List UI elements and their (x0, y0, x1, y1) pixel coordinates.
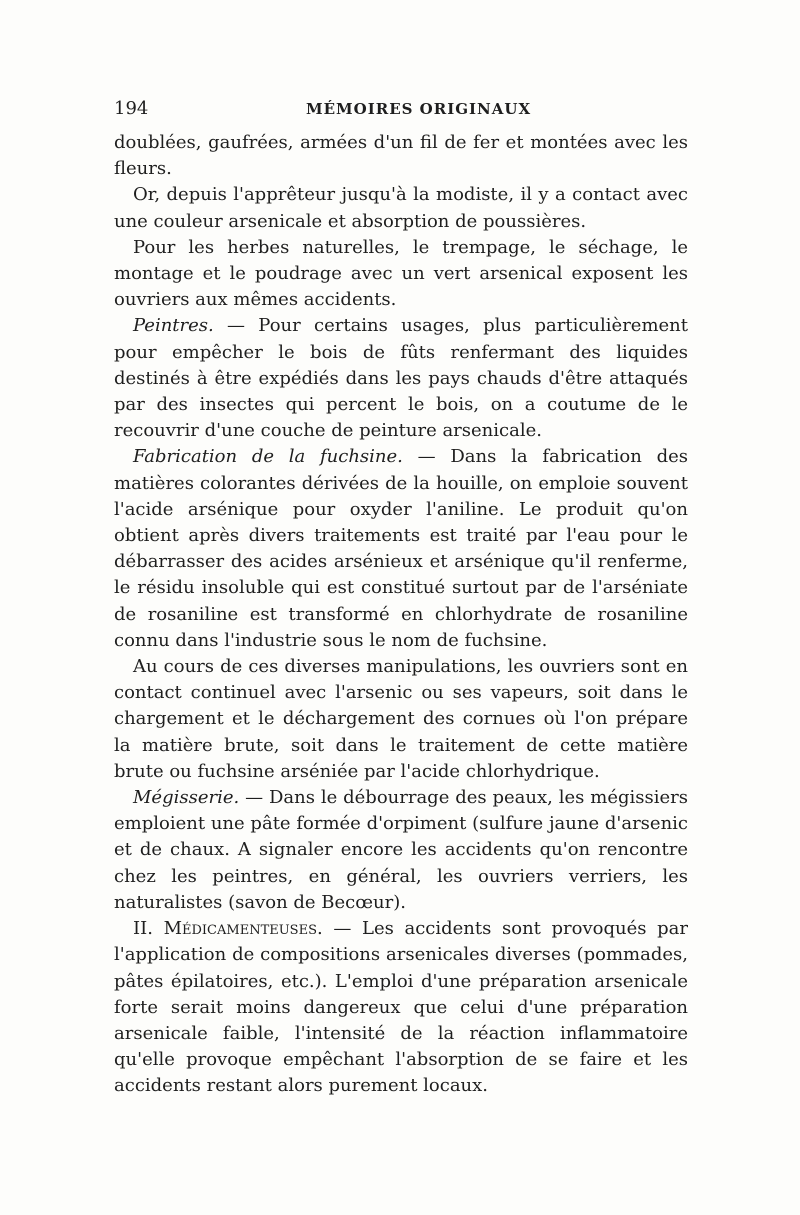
paragraph-continuation (114, 130, 688, 182)
paragraph-text: — Pour certains usages, plus particulièrement pour empêcher le bois de fûts renfermant des liquides destinés à être expédiés dans les pays chauds d'être attaqués par des insectes qui percent le bois, on a coutume de le recouvrir d'une couche de peinture arsenicale. (114, 315, 688, 442)
paragraph-text: — Les accidents sont provoqués par l'application de compositions arsenicales diverses (pommades, pâtes épilatoires, etc.). L'emploi d'une préparation arsenicale forte serait moins dangereux que celui d'une préparation arsenicale faible, l'intensité de la réaction inflammatoire qu'elle provoque empêchant l'absorption de se faire et les accidents restant alors purement locaux. (114, 918, 689, 1097)
body-text (114, 130, 688, 1100)
paragraph-natural-herbs (114, 235, 688, 314)
paragraph-peintres (114, 313, 688, 444)
paragraph-medicamenteuses (114, 916, 688, 1099)
paragraph-manipulations (114, 654, 688, 785)
paragraph-text: — Dans le débourrage des peaux, les mégissiers emploient une pâte formée d'orpiment (sulfure jaune d'arsenic et de chaux. A signaler encore les accidents qu'on rencontre chez les peintres, en général, les ouvriers verriers, les naturalistes (savon de Becœur). (114, 787, 688, 913)
section-lead-megisserie: Mégisserie. (133, 787, 240, 809)
running-title: MÉMOIRES ORIGINAUX (306, 100, 532, 118)
paragraph-text: Or, depuis l'apprêteur jusqu'à la modiste, il y a contact avec une couleur arsenicale et absorption de poussières. (114, 184, 688, 232)
paragraph-arsenical-contact (114, 182, 688, 234)
paragraph-text: doublées, gaufrées, armées d'un fil de fer et montées avec les fleurs. (114, 132, 688, 180)
section-lead-fuchsine: Fabrication de la fuchsine. (133, 446, 403, 468)
paragraph-text: Au cours de ces diverses manipulations, les ouvriers sont en contact continuel avec l'arsenic ou ses vapeurs, soit dans le chargement et le déchargement des cornues où l'on prépare la matière brute, soit dans le traitement de cette matière brute ou fuchsine arséniée par l'acide chlorhydrique. (114, 656, 688, 782)
paragraph-text: Pour les herbes naturelles, le trempage, le séchage, le montage et le poudrage avec un vert arsenical exposent les ouvriers aux mêmes accidents. (114, 236, 688, 311)
paragraph-fuchsine (114, 444, 688, 654)
paragraph-megisserie (114, 785, 688, 916)
page-header (114, 98, 674, 122)
section-lead-peintres: Peintres. (133, 315, 214, 337)
page-number: 194 (114, 98, 149, 119)
paragraph-text: — Dans la fabrication des matières colorantes dérivées de la houille, on emploie souvent l'acide arsénique pour oxyder l'aniline. Le produit qu'on obtient après divers traitements est traité par l'eau pour le débarrasser des acides arsénieux et arsénique qu'il renferme, le résidu insoluble qui est constitué surtout par de l'arséniate de rosaniline est transformé en chlorhydrate de rosaniline connu dans l'industrie sous le nom de fuchsine. (114, 446, 688, 651)
section-lead-medicamenteuses: II. Médicamenteuses. (133, 918, 323, 940)
